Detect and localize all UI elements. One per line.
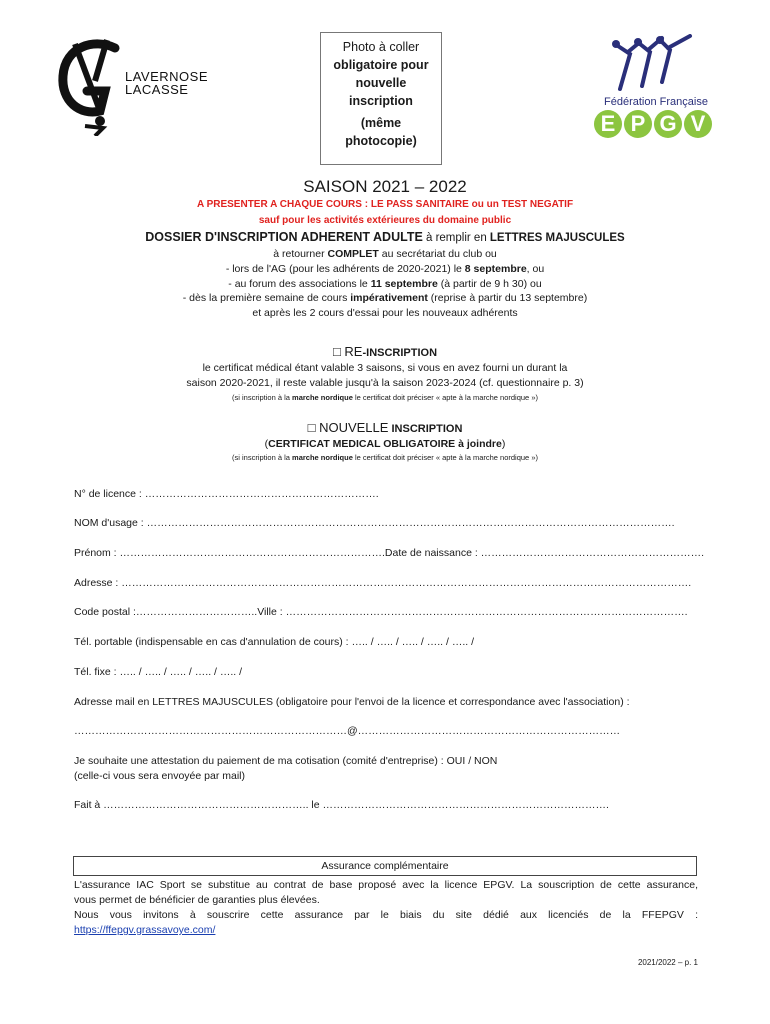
dossier-heading [0,230,770,244]
photo-placeholder-box [320,32,442,165]
club-name-line1: LAVERNOSE [125,69,209,84]
epgv-letter: P [624,110,652,138]
email-label: Adresse mail en LETTRES MAJUSCULES (obligatoire pour l'envoi de la licence et correspondance avec l'association) : [74,696,630,708]
epgv-figures-icon [590,34,700,94]
photo-box-line: nouvelle [355,76,407,90]
tel-fixe-field[interactable]: Tél. fixe : ….. / ….. / ….. / ….. / ….. / [74,666,243,678]
nouvelle-note: (si inscription à la marche nordique le certificat doit préciser « apte à la marche nordique ») [232,453,538,462]
dossier-emphasis: LETTRES MAJUSCULES [489,232,625,244]
assurance-line: Nous vous invitons à souscrire cette assurance par le biais du site dédié aux licenciés de la FFEPGV : [74,909,698,921]
photo-box-line: Photo à coller [342,40,420,54]
nouvelle-label: INSCRIPTION [388,423,463,435]
reinscription-text: le certificat médical étant valable 3 saisons, si vous en avez fourni un durant la [202,362,568,374]
attestation-question[interactable]: Je souhaite une attestation du paiement de ma cotisation (comité d'entreprise) : OUI / NON [74,755,498,767]
instruction-line: à retourner COMPLET au secrétariat du club ou [273,248,497,260]
licence-field[interactable]: N° de licence : …………………………………………………………. [74,488,379,500]
assurance-line: vous permet de bénéficier de garanties plus élevées. [74,894,320,906]
fait-a-field[interactable]: Fait à ………………………………………………….. le ………………………………………………………………………. [74,799,609,811]
dossier-title: DOSSIER D'INSCRIPTION ADHERENT ADULTE [145,230,423,244]
page-title: SAISON 2021 – 2022 [303,177,467,196]
reinscription-note: (si inscription à la marche nordique le certificat doit préciser « apte à la marche nordique ») [232,393,538,402]
email-field[interactable]: ……………………………………………………………………@………………………………………………………………… [74,725,621,737]
dossier-text: à remplir en [422,232,490,244]
photo-box-line: photocopie) [345,134,417,148]
assurance-title: Assurance complémentaire [73,856,697,876]
epgv-letter: V [684,110,712,138]
prenom-naissance-field[interactable]: Prénom : ………………………………………………………………….Date de naissance : ………………………………………………………. [74,547,705,559]
instruction-line: et après les 2 cours d'essai pour les nouveaux adhérents [252,307,518,319]
codepostal-ville-field[interactable]: Code postal :……………………………..Ville : ……………………………………………………………………………………………………. [74,606,688,618]
sanitary-warning: A PRESENTER A CHAQUE COURS : LE PASS SANITAIRE ou un TEST NEGATIF [196,199,574,210]
reinscription-label: -INSCRIPTION [362,347,438,359]
club-logo-graphic [55,36,135,136]
attestation-note: (celle-ci vous sera envoyée par mail) [74,770,245,782]
nouvelle-certificat: (CERTIFICAT MEDICAL OBLIGATOIRE à joindre) [264,438,506,450]
instruction-line: - lors de l'AG (pour les adhérents de 2020-2021) le 8 septembre, ou [225,263,545,275]
federation-caption: Fédération Française [604,96,708,108]
club-name-line2: LACASSE [125,82,189,97]
page-footer: 2021/2022 – p. 1 [637,958,698,967]
assurance-line: L'assurance IAC Sport se substitue au contrat de base proposé avec la licence EPGV. La souscription de cette assurance, [74,879,698,891]
instruction-line: - dès la première semaine de cours impérativement (reprise à partir du 13 septembre) [182,292,588,304]
club-logo [55,36,209,136]
sanitary-warning-exception: sauf pour les activités extérieures du domaine public [258,215,512,226]
nouvelle-inscription-checkbox[interactable] [0,420,770,435]
reinscription-checkbox[interactable] [0,344,770,359]
epgv-logo [590,34,715,144]
assurance-link[interactable]: https://ffepgv.grassavoye.com/ [74,924,216,936]
club-logo-text [125,70,208,96]
assurance-text [74,878,698,938]
epgv-letter: E [594,110,622,138]
photo-box-line: obligatoire pour [333,58,429,72]
tel-portable-field[interactable]: Tél. portable (indispensable en cas d'annulation de cours) : ….. / ….. / ….. / ….. / ….. / [74,636,475,648]
epgv-letter: G [654,110,682,138]
instruction-line: - au forum des associations le 11 septembre (à partir de 9 h 30) ou [228,278,542,290]
epgv-letters [594,110,712,138]
reinscription-checkbox-box: □ RE [332,344,363,359]
nouvelle-checkbox-box: □ NOUVELLE [307,420,389,435]
reinscription-text: saison 2020-2021, il reste valable jusqu'à la saison 2023-2024 (cf. questionnaire p. 3) [186,377,584,389]
nom-field[interactable]: NOM d'usage : ……………………………………………………………………………………………………………………………………. [74,517,675,529]
adresse-field[interactable]: Adresse : ………………………………………………………………………………………………………………………………………………. [74,577,692,589]
photo-box-line: inscription [349,94,413,108]
photo-box-line: (même [360,116,402,130]
